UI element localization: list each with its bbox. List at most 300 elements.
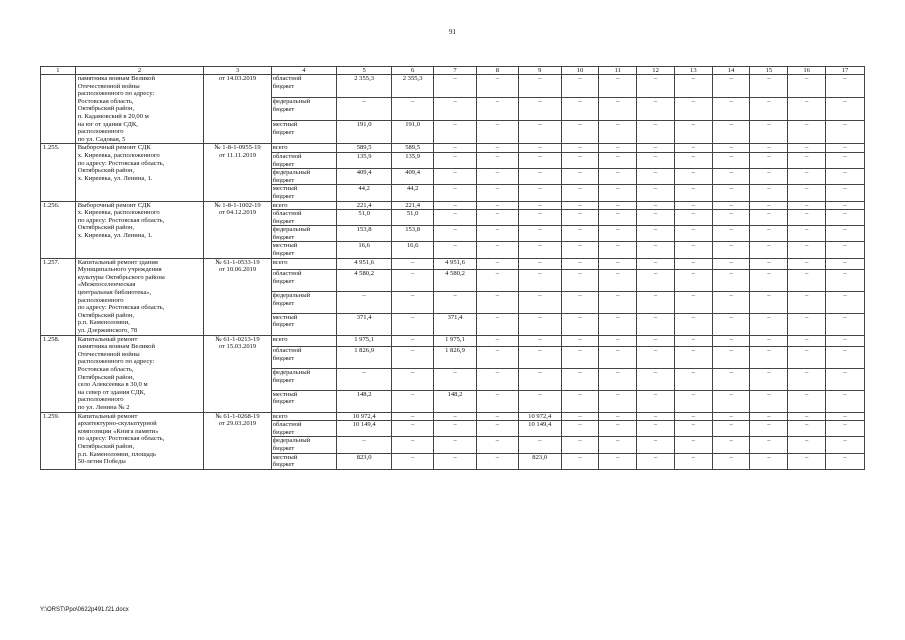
amount-cell: – (712, 98, 750, 121)
amount-cell: – (674, 368, 712, 390)
column-number-header: 15 (750, 67, 788, 75)
amount-cell: – (788, 242, 826, 258)
funding-source: областной бюджет (271, 152, 336, 168)
amount-cell: – (337, 368, 392, 390)
amount-cell: – (674, 98, 712, 121)
amount-cell: – (434, 412, 477, 421)
amount-cell: – (518, 75, 561, 98)
amount-cell: – (750, 226, 788, 242)
amount-cell: – (637, 292, 675, 314)
amount-cell: – (637, 437, 675, 453)
amount-cell: – (788, 437, 826, 453)
amount-cell: – (599, 98, 637, 121)
amount-cell: – (637, 169, 675, 185)
amount-cell: – (826, 242, 865, 258)
amount-cell: 221,4 (337, 201, 392, 210)
funding-source: местный бюджет (271, 390, 336, 412)
amount-cell: – (788, 169, 826, 185)
amount-cell: – (476, 210, 518, 226)
amount-cell: – (434, 75, 477, 98)
amount-cell: – (750, 335, 788, 347)
amount-cell: 371,4 (337, 313, 392, 335)
amount-cell: – (712, 210, 750, 226)
amount-cell: – (826, 152, 865, 168)
amount-cell: – (788, 121, 826, 144)
amount-cell: – (712, 185, 750, 201)
amount-cell: – (599, 292, 637, 314)
amount-cell: – (518, 437, 561, 453)
amount-cell: – (674, 210, 712, 226)
amount-cell: – (561, 242, 599, 258)
amount-cell: – (750, 98, 788, 121)
funding-source: местный бюджет (271, 121, 336, 144)
amount-cell: – (826, 368, 865, 390)
amount-cell: – (518, 121, 561, 144)
table-row (41, 144, 865, 153)
amount-cell: – (476, 437, 518, 453)
amount-cell: – (674, 121, 712, 144)
amount-cell: – (392, 453, 434, 469)
table-row (41, 201, 865, 210)
amount-cell: 409,4 (337, 169, 392, 185)
amount-cell: – (826, 390, 865, 412)
amount-cell: – (476, 313, 518, 335)
table-row (41, 335, 865, 347)
amount-cell: 4 951,6 (434, 258, 477, 270)
funding-source: всего (271, 335, 336, 347)
amount-cell: 589,5 (392, 144, 434, 153)
amount-cell: – (392, 292, 434, 314)
column-number-header: 13 (674, 67, 712, 75)
amount-cell: – (561, 313, 599, 335)
amount-cell: 10 972,4 (518, 412, 561, 421)
amount-cell: 1 826,9 (337, 347, 392, 369)
amount-cell: – (826, 335, 865, 347)
amount-cell: – (434, 152, 477, 168)
amount-cell: – (599, 258, 637, 270)
funding-source: федеральный бюджет (271, 226, 336, 242)
amount-cell: – (674, 421, 712, 437)
amount-cell: – (518, 201, 561, 210)
amount-cell: – (518, 242, 561, 258)
amount-cell: – (434, 169, 477, 185)
amount-cell: – (637, 226, 675, 242)
amount-cell: – (788, 412, 826, 421)
amount-cell: – (434, 226, 477, 242)
amount-cell: – (637, 258, 675, 270)
funding-source: всего (271, 258, 336, 270)
amount-cell: – (599, 412, 637, 421)
table-row (41, 258, 865, 270)
amount-cell: – (788, 226, 826, 242)
amount-cell: – (826, 347, 865, 369)
amount-cell: – (674, 347, 712, 369)
funding-source: местный бюджет (271, 185, 336, 201)
amount-cell: – (476, 121, 518, 144)
funding-source: федеральный бюджет (271, 169, 336, 185)
amount-cell: – (750, 313, 788, 335)
object-description: Капитальный ремонт памятника воинам Великой Отечественной войны расположенного по адресу: Ростовская область, Октябрьский район, село Алексеевка в 30,0 м на север от здания СДК, расположенного по ул. Ленина № 2 (75, 335, 204, 412)
amount-cell: – (826, 226, 865, 242)
amount-cell: – (788, 258, 826, 270)
amount-cell: – (561, 152, 599, 168)
column-number-header: 17 (826, 67, 865, 75)
amount-cell: – (476, 185, 518, 201)
amount-cell: – (637, 270, 675, 292)
amount-cell: – (392, 98, 434, 121)
amount-cell: – (434, 201, 477, 210)
amount-cell: 589,5 (337, 144, 392, 153)
amount-cell: – (826, 453, 865, 469)
amount-cell: – (434, 185, 477, 201)
amount-cell: – (561, 421, 599, 437)
amount-cell: 153,8 (337, 226, 392, 242)
amount-cell: – (788, 292, 826, 314)
column-number-header: 6 (392, 67, 434, 75)
amount-cell: – (637, 347, 675, 369)
funding-source: местный бюджет (271, 242, 336, 258)
conclusion-reference: № 61-1-0533-19 от 10.06.2019 (204, 258, 271, 335)
amount-cell: – (788, 185, 826, 201)
amount-cell: – (637, 152, 675, 168)
amount-cell: – (434, 292, 477, 314)
amount-cell: – (826, 121, 865, 144)
amount-cell: 4 580,2 (337, 270, 392, 292)
amount-cell: – (674, 169, 712, 185)
amount-cell: – (674, 453, 712, 469)
amount-cell: – (518, 210, 561, 226)
amount-cell: 1 826,9 (434, 347, 477, 369)
funding-source: областной бюджет (271, 75, 336, 98)
amount-cell: – (599, 210, 637, 226)
amount-cell: – (561, 98, 599, 121)
amount-cell: 51,0 (392, 210, 434, 226)
amount-cell: – (712, 152, 750, 168)
funding-source: всего (271, 412, 336, 421)
amount-cell: – (712, 453, 750, 469)
amount-cell: – (712, 390, 750, 412)
amount-cell: – (637, 368, 675, 390)
amount-cell: – (392, 421, 434, 437)
amount-cell: – (561, 347, 599, 369)
table-row (41, 75, 865, 98)
amount-cell: 148,2 (434, 390, 477, 412)
amount-cell: – (476, 169, 518, 185)
amount-cell: – (561, 210, 599, 226)
amount-cell: – (712, 270, 750, 292)
amount-cell: – (518, 98, 561, 121)
amount-cell: – (826, 169, 865, 185)
amount-cell: – (750, 347, 788, 369)
amount-cell: – (674, 258, 712, 270)
amount-cell: – (712, 169, 750, 185)
amount-cell: – (750, 270, 788, 292)
amount-cell: 10 149,4 (337, 421, 392, 437)
amount-cell: 823,0 (337, 453, 392, 469)
amount-cell: – (337, 292, 392, 314)
amount-cell: – (750, 390, 788, 412)
amount-cell: 1 975,1 (434, 335, 477, 347)
amount-cell: – (788, 201, 826, 210)
column-number-header: 7 (434, 67, 477, 75)
amount-cell: – (476, 226, 518, 242)
amount-cell: – (750, 75, 788, 98)
amount-cell: – (637, 98, 675, 121)
amount-cell: – (392, 335, 434, 347)
amount-cell: – (637, 210, 675, 226)
amount-cell: – (674, 201, 712, 210)
amount-cell: – (788, 347, 826, 369)
amount-cell: – (750, 453, 788, 469)
amount-cell: – (599, 368, 637, 390)
item-number (41, 75, 76, 144)
funding-source: областной бюджет (271, 347, 336, 369)
amount-cell: – (712, 242, 750, 258)
amount-cell: – (599, 313, 637, 335)
amount-cell: – (518, 368, 561, 390)
amount-cell: – (788, 144, 826, 153)
amount-cell: – (826, 412, 865, 421)
amount-cell: – (788, 390, 826, 412)
amount-cell: 10 149,4 (518, 421, 561, 437)
amount-cell: – (518, 185, 561, 201)
amount-cell: – (518, 270, 561, 292)
amount-cell: – (518, 347, 561, 369)
amount-cell: – (434, 144, 477, 153)
amount-cell: – (826, 75, 865, 98)
funding-source: областной бюджет (271, 421, 336, 437)
column-number-header: 4 (271, 67, 336, 75)
amount-cell: – (826, 258, 865, 270)
amount-cell: – (826, 185, 865, 201)
object-description: Выборочный ремонт СДК х. Киреевка, расположенного по адресу: Ростовская область, Октябрьский район, х. Киреевка, ул. Ленина, 1. (75, 201, 204, 258)
amount-cell: – (599, 121, 637, 144)
amount-cell: – (637, 144, 675, 153)
amount-cell: 2 355,3 (337, 75, 392, 98)
amount-cell: – (712, 75, 750, 98)
amount-cell: – (392, 368, 434, 390)
amount-cell: – (599, 270, 637, 292)
amount-cell: – (561, 412, 599, 421)
amount-cell: – (826, 98, 865, 121)
conclusion-reference: № 61-1-0268-19 от 29.03.2019 (204, 412, 271, 469)
column-number-header: 14 (712, 67, 750, 75)
amount-cell: – (826, 270, 865, 292)
conclusion-reference: № 1-8-1-1002-19 от 04.12.2019 (204, 201, 271, 258)
funding-source: федеральный бюджет (271, 368, 336, 390)
budget-table (40, 66, 865, 470)
amount-cell: – (392, 347, 434, 369)
amount-cell: – (712, 313, 750, 335)
item-number: 1.257. (41, 258, 76, 335)
amount-cell: – (561, 185, 599, 201)
amount-cell: – (788, 421, 826, 437)
amount-cell: – (712, 421, 750, 437)
amount-cell: – (434, 98, 477, 121)
amount-cell: – (337, 437, 392, 453)
amount-cell: – (476, 390, 518, 412)
file-path-footer: Y:\ORST\Ppo\0622p491.f21.docx (40, 607, 129, 613)
amount-cell: – (476, 270, 518, 292)
amount-cell: – (476, 258, 518, 270)
amount-cell: – (599, 152, 637, 168)
amount-cell: – (476, 421, 518, 437)
amount-cell: – (788, 210, 826, 226)
amount-cell: – (599, 437, 637, 453)
amount-cell: – (561, 169, 599, 185)
amount-cell: – (826, 144, 865, 153)
funding-source: федеральный бюджет (271, 437, 336, 453)
amount-cell: – (599, 421, 637, 437)
amount-cell: – (750, 412, 788, 421)
funding-source: областной бюджет (271, 270, 336, 292)
amount-cell: 409,4 (392, 169, 434, 185)
conclusion-reference: № 1-8-1-0955-19 от 11.11.2019 (204, 144, 271, 201)
amount-cell: – (750, 152, 788, 168)
amount-cell: – (392, 270, 434, 292)
amount-cell: – (518, 169, 561, 185)
amount-cell: – (561, 335, 599, 347)
amount-cell: – (637, 412, 675, 421)
amount-cell: – (476, 412, 518, 421)
amount-cell: – (518, 152, 561, 168)
amount-cell: – (599, 226, 637, 242)
amount-cell: – (476, 152, 518, 168)
amount-cell: – (674, 152, 712, 168)
amount-cell: – (788, 335, 826, 347)
amount-cell: – (392, 390, 434, 412)
item-number: 1.256. (41, 201, 76, 258)
amount-cell: – (826, 313, 865, 335)
amount-cell: – (750, 121, 788, 144)
item-number: 1.259. (41, 412, 76, 469)
amount-cell: – (637, 185, 675, 201)
conclusion-reference: от 14.03.2019 (204, 75, 271, 144)
header-row (41, 67, 865, 75)
amount-cell: – (561, 368, 599, 390)
amount-cell: – (674, 270, 712, 292)
amount-cell: – (674, 75, 712, 98)
amount-cell: – (637, 121, 675, 144)
amount-cell: – (750, 292, 788, 314)
amount-cell: – (392, 258, 434, 270)
funding-source: всего (271, 201, 336, 210)
amount-cell: – (392, 437, 434, 453)
amount-cell: – (788, 270, 826, 292)
amount-cell: – (826, 421, 865, 437)
amount-cell: – (518, 226, 561, 242)
amount-cell: – (599, 390, 637, 412)
amount-cell: – (788, 368, 826, 390)
column-number-header: 12 (637, 67, 675, 75)
amount-cell: – (674, 437, 712, 453)
amount-cell: – (712, 437, 750, 453)
amount-cell: – (674, 144, 712, 153)
column-number-header: 9 (518, 67, 561, 75)
amount-cell: – (561, 390, 599, 412)
amount-cell: – (599, 335, 637, 347)
page-number: 91 (449, 28, 456, 36)
amount-cell: – (561, 437, 599, 453)
column-number-header: 5 (337, 67, 392, 75)
column-number-header: 11 (599, 67, 637, 75)
conclusion-reference: № 61-1-0213-19 от 15.03.2019 (204, 335, 271, 412)
column-number-header: 10 (561, 67, 599, 75)
item-number: 1.255. (41, 144, 76, 201)
amount-cell: – (561, 270, 599, 292)
amount-cell: – (561, 292, 599, 314)
amount-cell: – (674, 390, 712, 412)
amount-cell: 4 951,6 (337, 258, 392, 270)
amount-cell: – (434, 453, 477, 469)
amount-cell: – (712, 347, 750, 369)
amount-cell: – (637, 421, 675, 437)
column-number-header: 8 (476, 67, 518, 75)
amount-cell: – (712, 226, 750, 242)
amount-cell: – (599, 144, 637, 153)
amount-cell: – (599, 453, 637, 469)
amount-cell: 135,9 (337, 152, 392, 168)
amount-cell: 371,4 (434, 313, 477, 335)
amount-cell: – (476, 242, 518, 258)
amount-cell: – (637, 75, 675, 98)
funding-source: местный бюджет (271, 313, 336, 335)
table-body (41, 67, 865, 470)
amount-cell: – (476, 453, 518, 469)
amount-cell: – (518, 390, 561, 412)
amount-cell: – (434, 121, 477, 144)
amount-cell: – (476, 75, 518, 98)
amount-cell: – (434, 368, 477, 390)
column-number-header: 2 (75, 67, 204, 75)
amount-cell: – (674, 412, 712, 421)
amount-cell: – (674, 185, 712, 201)
amount-cell: 191,0 (337, 121, 392, 144)
amount-cell: – (637, 313, 675, 335)
amount-cell: 16,6 (392, 242, 434, 258)
amount-cell: – (750, 169, 788, 185)
amount-cell: – (637, 335, 675, 347)
funding-source: всего (271, 144, 336, 153)
amount-cell: – (561, 226, 599, 242)
amount-cell: – (518, 335, 561, 347)
amount-cell: – (826, 210, 865, 226)
amount-cell: – (599, 242, 637, 258)
amount-cell: 191,0 (392, 121, 434, 144)
amount-cell: 153,8 (392, 226, 434, 242)
column-number-header: 1 (41, 67, 76, 75)
amount-cell: – (826, 201, 865, 210)
object-description: памятника воинам Великой Отечественной войны расположенного по адресу: Ростовская область, Октябрьский район, п. Кадамовский в 20,00 м на юг от здания СДК, расположенного по ул. Садовая, 5 (75, 75, 204, 144)
amount-cell: – (750, 242, 788, 258)
amount-cell: – (826, 437, 865, 453)
amount-cell: – (788, 98, 826, 121)
amount-cell: – (788, 313, 826, 335)
amount-cell: 823,0 (518, 453, 561, 469)
amount-cell: – (750, 421, 788, 437)
funding-source: местный бюджет (271, 453, 336, 469)
amount-cell: – (561, 144, 599, 153)
amount-cell: 10 972,4 (337, 412, 392, 421)
amount-cell: – (561, 453, 599, 469)
amount-cell: – (476, 335, 518, 347)
amount-cell: – (518, 144, 561, 153)
amount-cell: – (599, 201, 637, 210)
funding-source: областной бюджет (271, 210, 336, 226)
amount-cell: – (712, 121, 750, 144)
amount-cell: – (599, 75, 637, 98)
object-description: Капитальный ремонт здания Муниципального учреждения культуры Октябрьского района «Межпоселенческая центральная библиотека», расположенного по адресу: Ростовская область, Октябрьский район, р.п. Каменоломни, ул. Дзержинского, 78 (75, 258, 204, 335)
